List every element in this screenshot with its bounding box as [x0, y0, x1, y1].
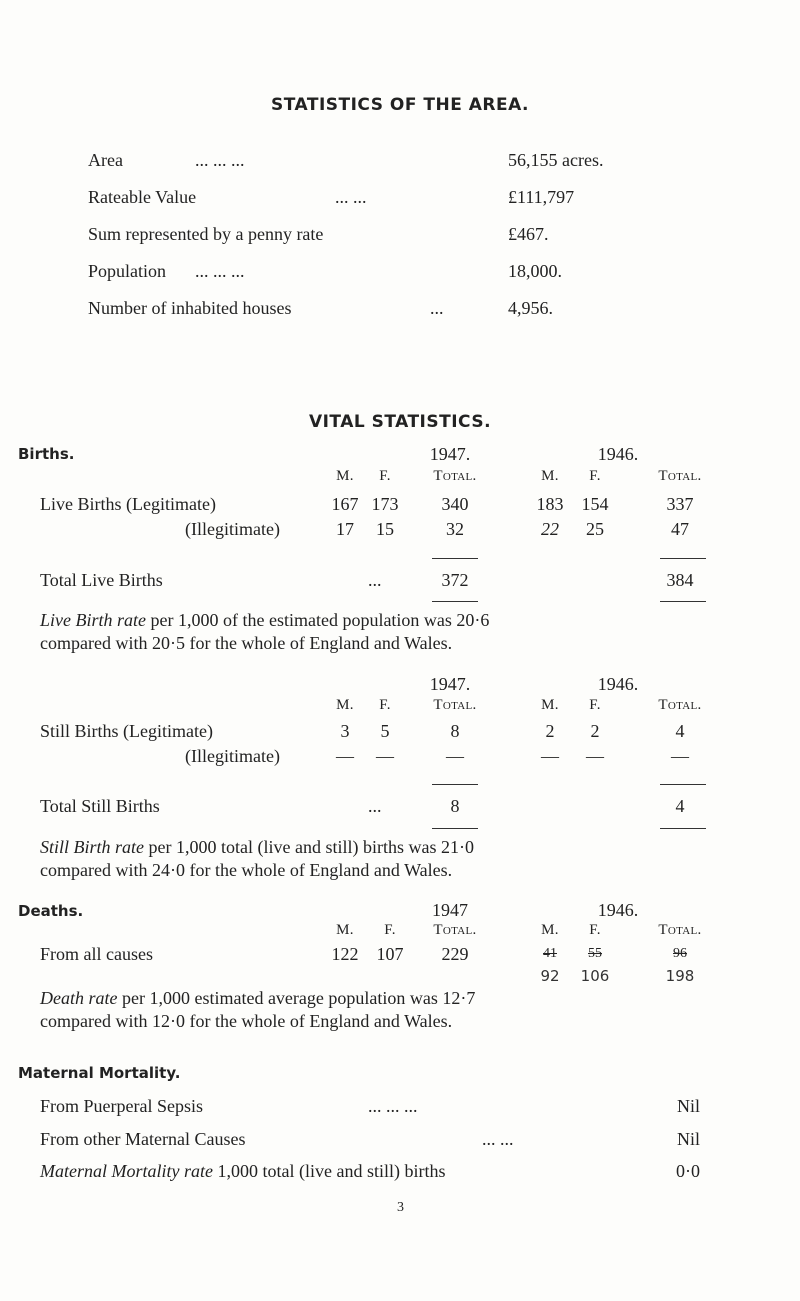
still-birth-rate-label: Still Birth rate — [40, 837, 145, 857]
live-birth-rate-label: Live Birth rate — [40, 610, 146, 630]
cell-total-1947: 340 — [441, 494, 469, 514]
year-1947-header: 1947. — [429, 674, 471, 694]
total-still-births-label: Total Still Births — [40, 796, 160, 816]
col-f-1947: F. — [384, 922, 396, 938]
cell-m-1946: 22 — [541, 519, 559, 539]
stat-dots: ... ... ... — [195, 150, 245, 170]
stat-label-penny-rate: Sum represented by a penny rate — [88, 224, 324, 244]
col-m-1947: M. — [336, 468, 354, 484]
sum-rule — [660, 558, 706, 559]
cell-m-1947: 167 — [331, 494, 359, 514]
sum-rule — [432, 601, 478, 602]
cell-f-1946: 2 — [590, 721, 600, 741]
cell-m-1946: — — [541, 746, 559, 766]
births-heading: Births. — [18, 445, 75, 463]
col-f-1946: F. — [589, 922, 601, 938]
stat-value-area: 56,155 acres. — [508, 150, 604, 170]
col-total-1947: Total. — [433, 922, 477, 938]
stat-value-inhabited-houses: 4,956. — [508, 298, 553, 318]
row-label: Live Births (Legitimate) — [40, 494, 216, 514]
maternal-mortality-heading: Maternal Mortality. — [18, 1064, 181, 1082]
death-rate-text — [40, 988, 475, 1009]
year-1946-header: 1946. — [597, 444, 639, 464]
row-label: From all causes — [40, 944, 153, 964]
live-birth-rate-text — [40, 610, 489, 631]
col-total-1947: Total. — [433, 697, 477, 713]
col-f-1946: F. — [589, 697, 601, 713]
stat-label-rateable-value: Rateable Value — [88, 187, 197, 207]
still-birth-rate-line1: per 1,000 total (live and still) births was 21·0 — [148, 837, 474, 857]
maternal-mortality-rate-desc: 1,000 total (live and still) births — [217, 1161, 446, 1181]
cell-m-1946-struck: 41 — [543, 946, 557, 961]
still-birth-rate-line2: compared with 24·0 for the whole of England and Wales. — [40, 860, 453, 880]
col-total-1946: Total. — [658, 697, 702, 713]
cell-f-1946: 25 — [586, 519, 604, 539]
stat-dots: ... — [430, 298, 444, 318]
still-birth-rate-text — [40, 837, 474, 858]
col-m-1947: M. — [336, 922, 354, 938]
col-m-1946: M. — [541, 922, 559, 938]
stat-label-inhabited-houses: Number of inhabited houses — [88, 298, 292, 318]
col-total-1946: Total. — [658, 468, 702, 484]
deaths-heading: Deaths. — [18, 902, 84, 920]
cell-m-1947: 122 — [331, 944, 359, 964]
cell-f-1947: 5 — [380, 721, 390, 741]
death-rate-line2: compared with 12·0 for the whole of England and Wales. — [40, 1011, 453, 1031]
stat-dots: ... ... ... — [195, 261, 245, 281]
page-title: STATISTICS OF THE AREA. — [270, 95, 530, 115]
cell-total-1947: 229 — [441, 944, 469, 964]
maternal-row-dots: ... ... ... — [368, 1096, 418, 1116]
sum-rule — [432, 828, 478, 829]
col-m-1946: M. — [541, 697, 559, 713]
maternal-mortality-rate-label: Maternal Mortality rate — [40, 1161, 213, 1181]
stat-label-population: Population — [88, 261, 167, 281]
death-rate-line1: per 1,000 estimated average population was 12·7 — [121, 988, 476, 1008]
cell-total-1946: 47 — [671, 519, 689, 539]
sum-rule — [432, 558, 478, 559]
total-still-births-1947: 8 — [450, 796, 460, 816]
year-1947-header: 1947 — [432, 900, 468, 920]
cell-f-1946: 154 — [581, 494, 609, 514]
cell-f-1947: — — [376, 746, 394, 766]
stat-value-penny-rate: £467. — [508, 224, 549, 244]
cell-f-1947: 107 — [376, 944, 404, 964]
maternal-mortality-rate-value: 0·0 — [676, 1161, 700, 1181]
col-f-1947: F. — [379, 697, 391, 713]
maternal-mortality-rate-text — [40, 1161, 445, 1182]
cell-total-1947: — — [446, 746, 464, 766]
total-still-births-1946: 4 — [675, 796, 685, 816]
cell-total-1946: 4 — [675, 721, 685, 741]
col-total-1946: Total. — [658, 922, 702, 938]
row-label: (Illegitimate) — [185, 746, 280, 766]
col-f-1947: F. — [379, 468, 391, 484]
cell-f-1947: 15 — [376, 519, 394, 539]
cell-total-1947: 32 — [446, 519, 464, 539]
cell-m-1947: 3 — [340, 721, 350, 741]
cell-m-1947: — — [336, 746, 354, 766]
hand-m-1946: 92 — [540, 967, 560, 985]
stat-value-rateable-value: £111,797 — [508, 187, 575, 207]
stat-dots: ... ... — [335, 187, 367, 207]
hand-f-1946: 106 — [580, 967, 610, 985]
death-rate-label: Death rate — [40, 988, 118, 1008]
cell-total-1946: 337 — [666, 494, 694, 514]
year-1946-header: 1946. — [597, 900, 639, 920]
total-live-births-1946: 384 — [666, 570, 694, 590]
total-dots: ... — [368, 796, 382, 816]
stat-value-population: 18,000. — [508, 261, 562, 281]
cell-total-1946: — — [671, 746, 689, 766]
maternal-row-label: From Puerperal Sepsis — [40, 1096, 203, 1116]
cell-f-1947: 173 — [371, 494, 399, 514]
maternal-row-value: Nil — [676, 1096, 700, 1116]
live-birth-rate-line1: per 1,000 of the estimated population was 20·6 — [150, 610, 490, 630]
total-dots: ... — [368, 570, 382, 590]
col-m-1946: M. — [541, 468, 559, 484]
page-number: 3 — [397, 1200, 404, 1215]
year-1947-header: 1947. — [429, 444, 471, 464]
col-m-1947: M. — [336, 697, 354, 713]
row-label: Still Births (Legitimate) — [40, 721, 213, 741]
total-live-births-label: Total Live Births — [40, 570, 163, 590]
cell-m-1947: 17 — [336, 519, 354, 539]
maternal-row-dots: ... ... — [482, 1129, 514, 1149]
sum-rule — [660, 601, 706, 602]
cell-total-1946-struck: 96 — [673, 946, 687, 961]
col-f-1946: F. — [589, 468, 601, 484]
col-total-1947: Total. — [433, 468, 477, 484]
stat-label-area: Area — [88, 150, 123, 170]
maternal-row-value: Nil — [676, 1129, 700, 1149]
cell-f-1946-struck: 55 — [588, 946, 602, 961]
cell-total-1947: 8 — [450, 721, 460, 741]
hand-total-1946: 198 — [665, 967, 695, 985]
sum-rule — [660, 784, 706, 785]
total-live-births-1947: 372 — [441, 570, 469, 590]
maternal-row-label: From other Maternal Causes — [40, 1129, 246, 1149]
sum-rule — [432, 784, 478, 785]
vital-statistics-title: VITAL STATISTICS. — [308, 412, 492, 432]
cell-m-1946: 183 — [536, 494, 564, 514]
year-1946-header: 1946. — [597, 674, 639, 694]
row-label: (Illegitimate) — [185, 519, 280, 539]
sum-rule — [660, 828, 706, 829]
cell-m-1946: 2 — [545, 721, 555, 741]
live-birth-rate-line2: compared with 20·5 for the whole of England and Wales. — [40, 633, 453, 653]
cell-f-1946: — — [586, 746, 604, 766]
